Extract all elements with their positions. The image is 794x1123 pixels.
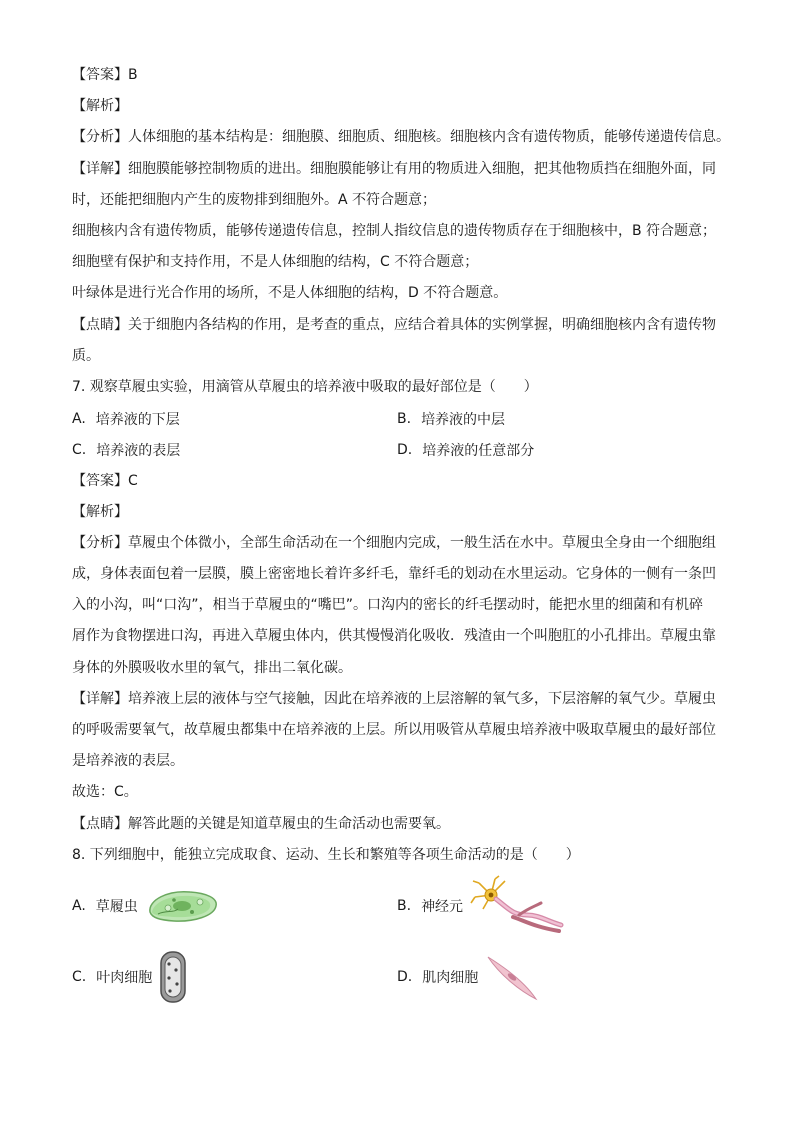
document-page — [72, 60, 732, 1013]
analysis-dianjing-line: 【点睛】解答此题的关键是知道草履虫的生命活动也需要氧。 — [72, 815, 450, 832]
option-letter: C. — [72, 968, 87, 985]
question-7-options-row — [72, 403, 732, 434]
analysis-dianjing-line: 质。 — [72, 347, 100, 364]
option-c — [72, 440, 397, 460]
paramecium-image — [144, 886, 220, 926]
option-b — [397, 409, 722, 429]
analysis-fenxi: 【分析】人体细胞的基本结构是：细胞膜、细胞质、细胞核。细胞核内含有遗传物质，能够传递遗传信息。 — [72, 129, 730, 146]
option-d — [397, 951, 722, 1003]
option-text: 培养液的下层 — [95, 411, 180, 428]
analysis-xiangjie-line: 叶绿体是进行光合作用的场所，不是人体细胞的结构，D 不符合题意。 — [72, 285, 508, 302]
question-7-options-row — [72, 434, 732, 465]
analysis-xiangjie-line: 的呼吸需要氧气，故草履虫都集中在培养液的上层。所以用吸管从草履虫培养液中吸取草履虫的最好部位 — [72, 722, 716, 739]
option-letter: A. — [72, 410, 86, 427]
neuron-image — [469, 875, 565, 937]
analysis-fenxi-line: 成，身体表面包着一层膜，膜上密密地长着许多纤毛，靠纤毛的划动在水里运动。它身体的一侧有一条凹 — [72, 566, 716, 583]
analysis-xiangjie-line: 【详解】培养液上层的液体与空气接触，因此在培养液的上层溶解的氧气多，下层溶解的氧气少。草履虫 — [72, 690, 716, 707]
analysis-xiangjie-line: 细胞壁有保护和支持作用，不是人体细胞的结构，C 不符合题意； — [72, 254, 479, 271]
question-8-options-row — [72, 871, 732, 941]
analysis-fenxi-line: 入的小沟，叫“口沟”，相当于草履虫的“嘴巴”。口沟内的密长的纤毛摆动时，能把水里的细菌和有机碎 — [72, 597, 704, 614]
leaf-cell-image — [158, 948, 188, 1006]
answer-line: 【答案】C — [72, 472, 138, 489]
option-text: 草履虫 — [95, 898, 138, 915]
analysis-dianjing-line: 【点睛】关于细胞内各结构的作用，是考查的重点，应结合着具体的实例掌握，明确细胞核内含有遗传物 — [72, 316, 716, 333]
choice-conclusion: 故选：C。 — [72, 784, 138, 801]
option-letter: D. — [397, 441, 413, 458]
option-text: 培养液的中层 — [421, 411, 506, 428]
analysis-fenxi-line: 屑作为食物摆进口沟，再进入草履虫体内，供其慢慢消化吸收．残渣由一个叫胞肛的小孔排出。草履虫靠 — [72, 628, 716, 645]
option-letter: B. — [397, 410, 412, 427]
option-text: 培养液的表层 — [96, 442, 181, 459]
question-8-options-row — [72, 941, 732, 1013]
option-a — [72, 886, 397, 926]
muscle-cell-image — [484, 951, 540, 1003]
option-a — [72, 409, 397, 429]
option-text: 培养液的任意部分 — [422, 442, 535, 459]
option-text: 肌肉细胞 — [422, 969, 479, 986]
analysis-fenxi-line: 身体的外膜吸收水里的氧气，排出二氧化碳。 — [72, 659, 352, 676]
option-c — [72, 948, 397, 1006]
option-letter: B. — [397, 897, 412, 914]
analysis-xiangjie-line: 细胞核内含有遗传物质，能够传递遗传信息，控制人指纹信息的遗传物质存在于细胞核中，B 符合题意； — [72, 223, 717, 240]
question-8-stem: 8. 下列细胞中，能独立完成取食、运动、生长和繁殖等各项生命活动的是（ ） — [72, 846, 580, 863]
analysis-xiangjie-line: 时，还能把细胞内产生的废物排到细胞外。A 不符合题意； — [72, 191, 437, 208]
option-d — [397, 440, 722, 460]
analysis-heading: 【解析】 — [72, 503, 128, 520]
answer-line: 【答案】B — [72, 67, 138, 84]
option-letter: A. — [72, 897, 86, 914]
option-letter: D. — [397, 968, 413, 985]
analysis-heading: 【解析】 — [72, 98, 128, 115]
analysis-xiangjie-line: 是培养液的表层。 — [72, 753, 184, 770]
option-text: 神经元 — [421, 898, 464, 915]
analysis-xiangjie-line: 【详解】细胞膜能够控制物质的进出。细胞膜能够让有用的物质进入细胞，把其他物质挡在细胞外面，同 — [72, 160, 716, 177]
option-letter: C. — [72, 441, 87, 458]
option-b — [397, 875, 722, 937]
analysis-fenxi-line: 【分析】草履虫个体微小，全部生命活动在一个细胞内完成，一般生活在水中。草履虫全身由一个细胞组 — [72, 534, 716, 551]
question-7-stem: 7. 观察草履虫实验，用滴管从草履虫的培养液中吸取的最好部位是（ ） — [72, 378, 538, 395]
option-text: 叶肉细胞 — [96, 969, 153, 986]
